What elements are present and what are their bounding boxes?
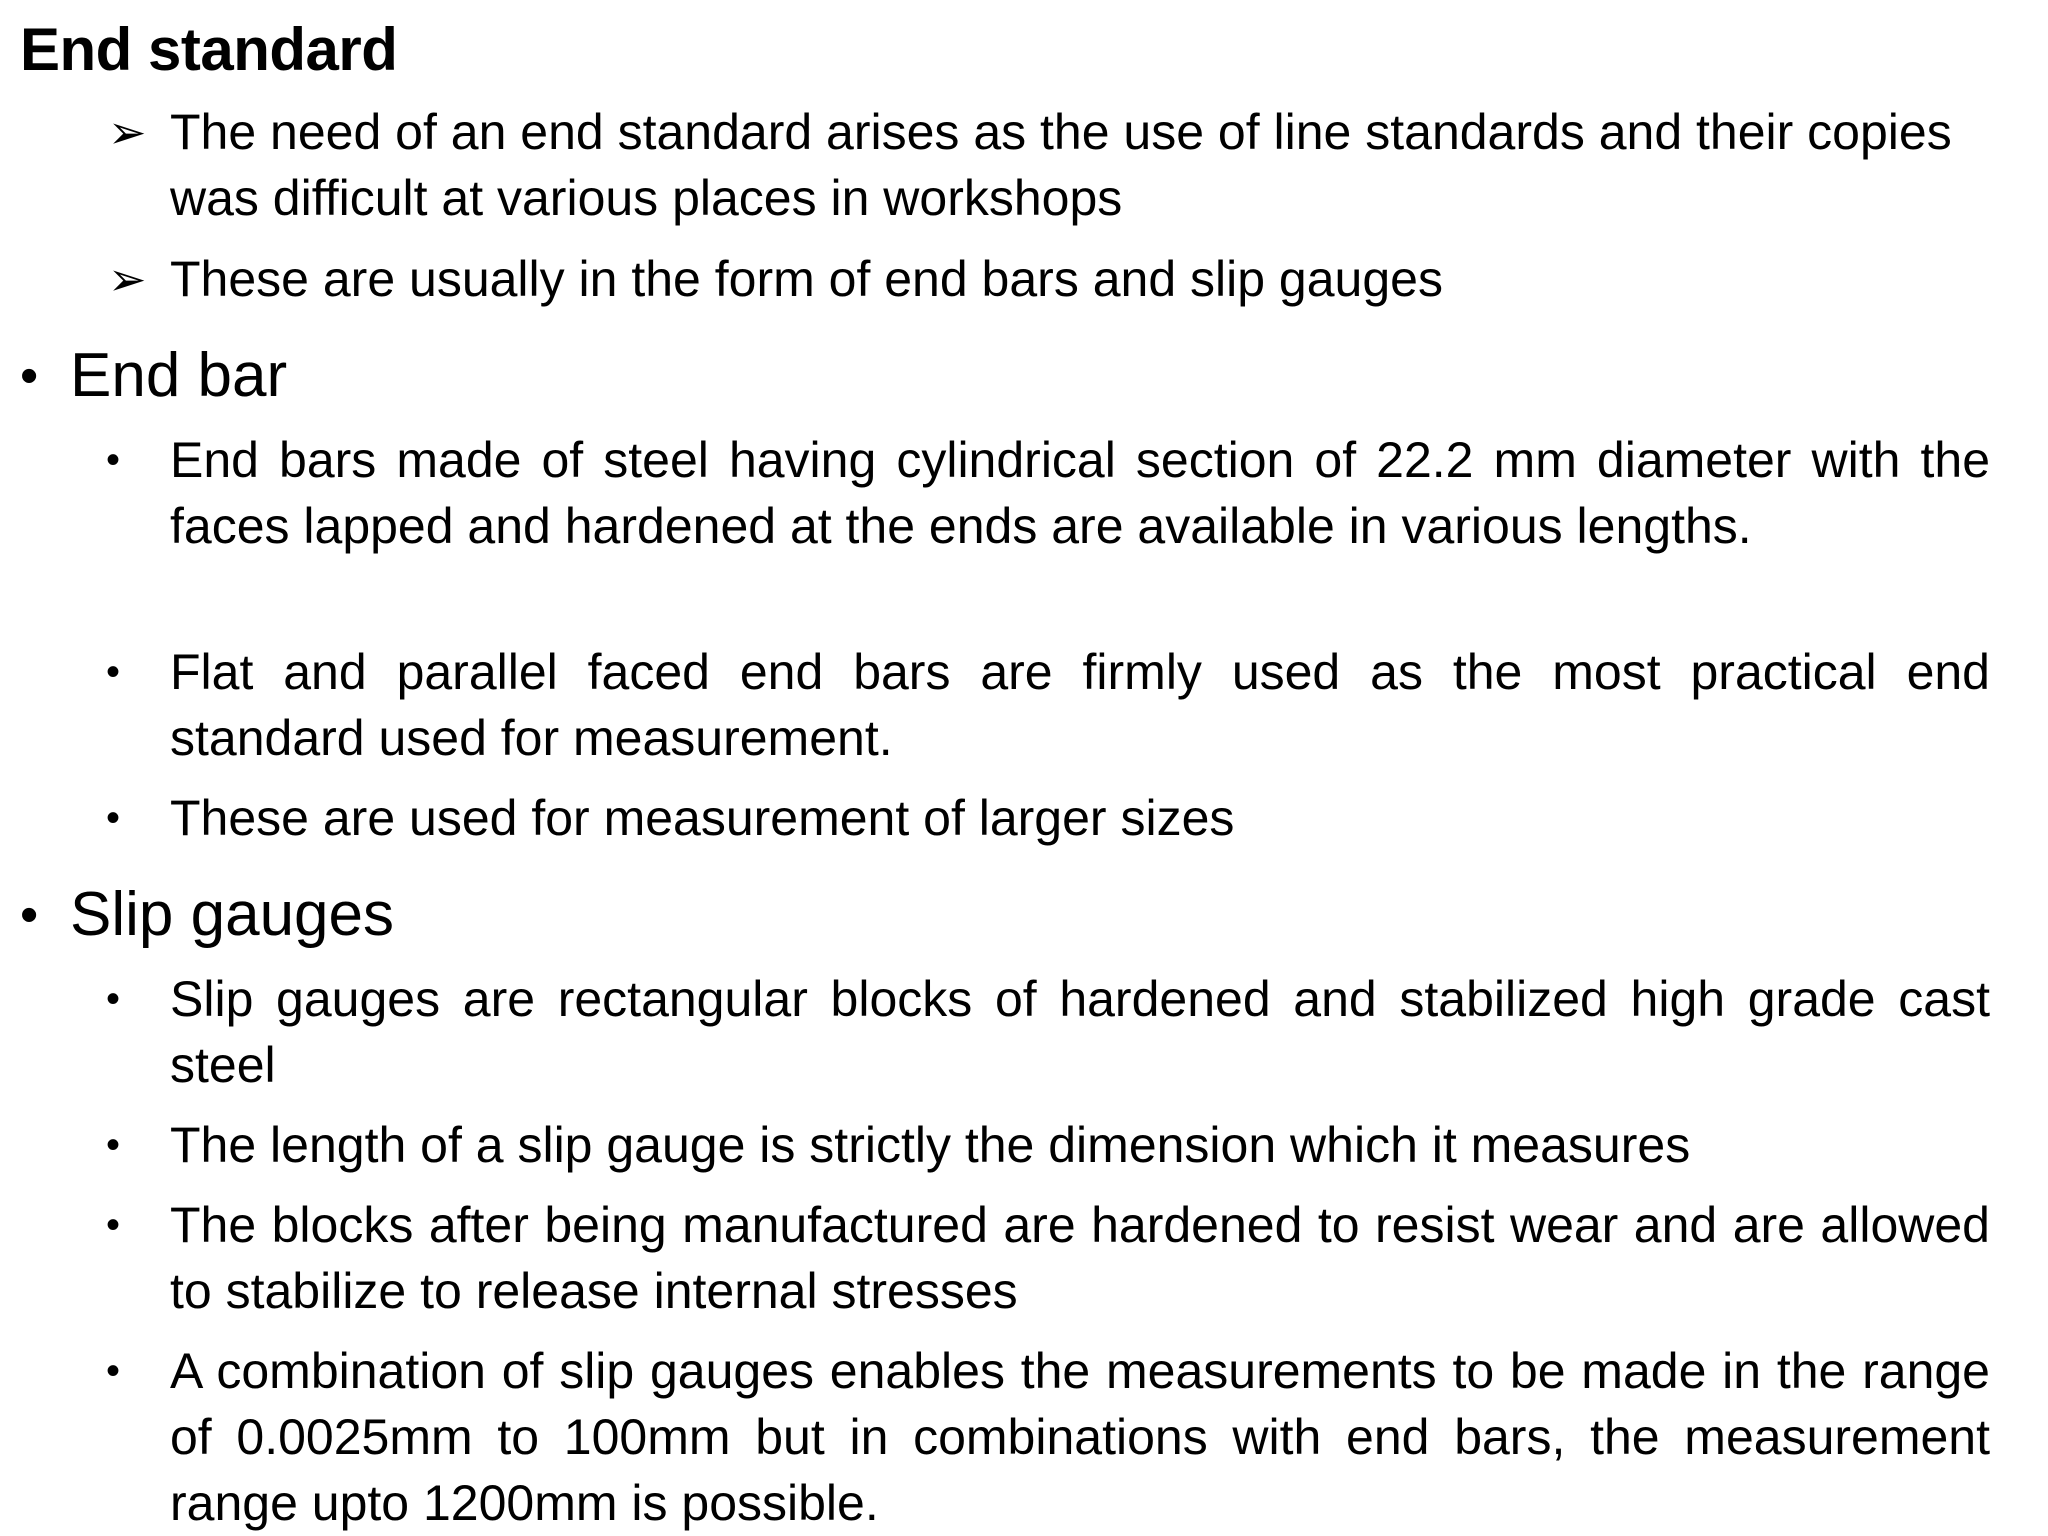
list-item: Slip gauges are rectangular blocks of hardened and stabilized high grade cast steel	[170, 971, 1990, 1093]
bullet-icon: •	[106, 977, 121, 1021]
bullet-icon: •	[106, 438, 121, 482]
bullet-icon: •	[106, 1349, 121, 1393]
arrow-bullet-icon: ➢	[108, 106, 147, 158]
list-item: End bars made of steel having cylindrical section of 22.2 mm diameter with the faces lapped and hardened at the ends are available in various lengths.	[170, 432, 1990, 554]
list-item: The length of a slip gauge is strictly the dimension which it measures	[170, 1117, 1691, 1173]
bullet-icon: •	[106, 796, 121, 840]
intro-bullet: These are usually in the form of end bars and slip gauges	[170, 251, 1443, 307]
bullet-icon: •	[106, 1203, 121, 1247]
list-item: These are used for measurement of larger sizes	[170, 790, 1235, 846]
intro-bullet: The need of an end standard arises as the use of line standards and their copies was difficult at various places in workshops	[170, 104, 1952, 226]
list-item: The blocks after being manufactured are hardened to resist wear and are allowed to stabilize to release internal stresses	[170, 1197, 1990, 1319]
list-item: A combination of slip gauges enables the measurements to be made in the range of 0.0025mm to 100mm but in combinations with end bars, the measurement range upto 1200mm is possible.	[170, 1343, 1990, 1531]
bullet-icon: •	[106, 1123, 121, 1167]
section-heading-slip-gauges: Slip gauges	[70, 880, 395, 949]
slide-title: End standard	[20, 16, 398, 83]
arrow-bullet-icon: ➢	[108, 253, 147, 305]
bullet-icon: •	[106, 650, 121, 694]
list-item: Flat and parallel faced end bars are firmly used as the most practical end standard used for measurement.	[170, 644, 1990, 766]
section-heading-end-bar: End bar	[70, 341, 288, 410]
bullet-icon: •	[20, 886, 39, 944]
bullet-icon: •	[20, 347, 39, 405]
